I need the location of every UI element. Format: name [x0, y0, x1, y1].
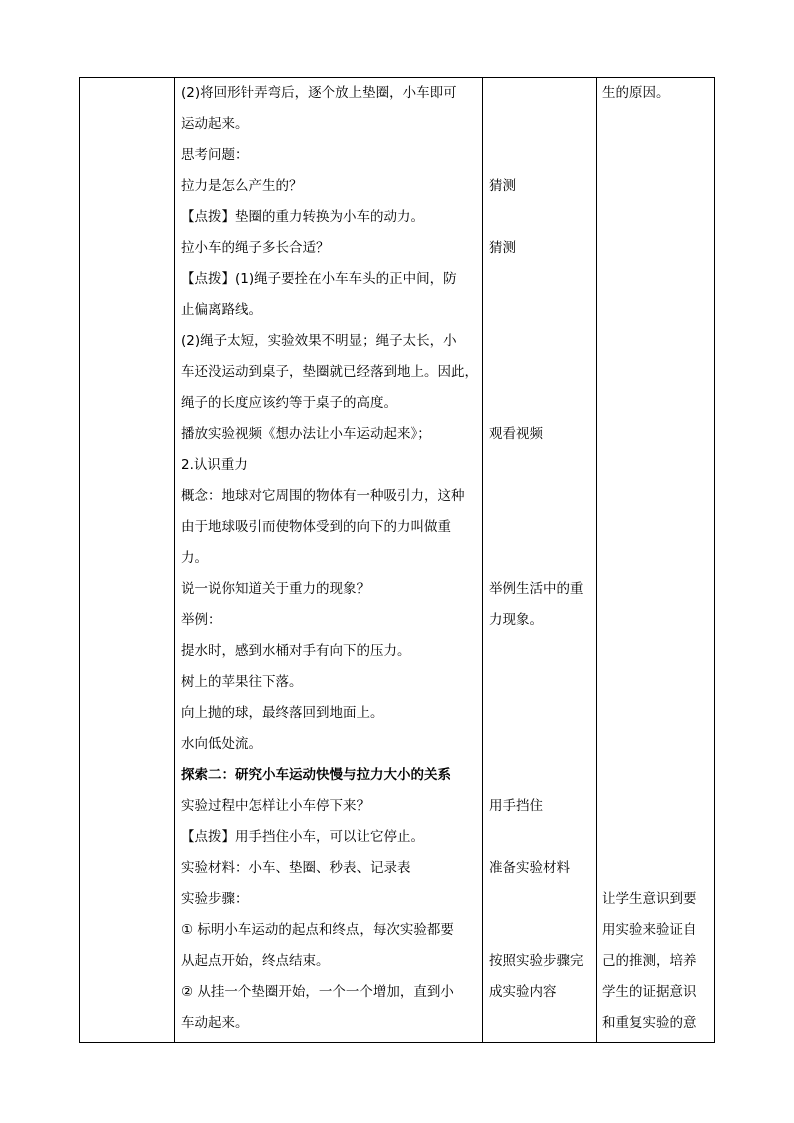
intent-aware-line-3: 己的推测，培养	[602, 953, 697, 969]
text-line: (2)将回形针弄弯后，逐个放上垫圈，小车即可	[181, 85, 457, 101]
text-line: 实验步骤：	[181, 891, 249, 907]
intent-aware-line-5: 和重复实验的意	[602, 1015, 697, 1031]
student-block-hand: 用手挡住	[489, 798, 543, 814]
section-heading: 2.认识重力	[181, 457, 248, 473]
table-right-border	[714, 77, 715, 1043]
text-line: 拉小车的绳子多长合适？	[181, 240, 330, 256]
intent-reason: 生的原因。	[602, 85, 670, 101]
text-line: 树上的苹果往下落。	[181, 674, 303, 690]
text-line: 概念：地球对它周围的物体有一种吸引力，这种	[181, 488, 465, 504]
text-line: 实验材料：小车、垫圈、秒表、记录表	[181, 860, 411, 876]
section-heading-bold: 探索二：研究小车运动快慢与拉力大小的关系	[181, 767, 451, 783]
student-guess-1: 猜测	[489, 178, 516, 194]
student-prepare-materials: 准备实验材料	[489, 860, 570, 876]
text-line: 止偏离路线。	[181, 302, 262, 318]
text-line: 提水时，感到水桶对手有向下的压力。	[181, 643, 411, 659]
text-line: 【点拨】(1)绳子要拴在小车车头的正中间，防	[181, 271, 457, 287]
text-line: 车还没运动到桌子，垫圈就已经落到地上。因此，	[181, 364, 478, 380]
design-intent-column	[602, 77, 714, 1039]
column-divider-2	[482, 77, 483, 1043]
student-example-line-1: 举例生活中的重	[489, 581, 584, 597]
table-left-border	[79, 77, 80, 1043]
intent-aware-line-1: 让学生意识到要	[602, 891, 697, 907]
text-line: 力。	[181, 550, 208, 566]
text-line: 向上抛的球，最终落回到地面上。	[181, 705, 384, 721]
teacher-activity-column	[181, 77, 481, 1039]
student-steps-line-1: 按照实验步骤完	[489, 953, 584, 969]
column-divider-3	[596, 77, 597, 1043]
text-line: (2)绳子太短，实验效果不明显；绳子太长，小	[181, 333, 457, 349]
text-line: 播放实验视频《想办法让小车运动起来》；	[181, 426, 431, 442]
student-example-line-2: 力现象。	[489, 612, 543, 628]
student-activity-column	[489, 77, 595, 1008]
text-line: 从起点开始，终点结束。	[181, 953, 330, 969]
student-guess-2: 猜测	[489, 240, 516, 256]
student-steps-line-2: 成实验内容	[489, 984, 557, 1000]
student-watch-video: 观看视频	[489, 426, 543, 442]
text-line: 说一说你知道关于重力的现象？	[181, 581, 370, 597]
text-line: 水向低处流。	[181, 736, 262, 752]
text-line: 思考问题：	[181, 147, 249, 163]
text-line: 举例：	[181, 612, 222, 628]
text-line: ① 标明小车运动的起点和终点，每次实验都要	[181, 922, 454, 938]
text-line: 绳子的长度应该约等于桌子的高度。	[181, 395, 397, 411]
intent-aware-line-4: 学生的证据意识	[602, 984, 697, 1000]
text-line: 实验过程中怎样让小车停下来？	[181, 798, 370, 814]
text-line: 【点拨】垫圈的重力转换为小车的动力。	[181, 209, 424, 225]
text-line: 运动起来。	[181, 116, 249, 132]
text-line: ② 从挂一个垫圈开始，一个一个增加，直到小	[181, 984, 454, 1000]
text-line: 【点拨】用手挡住小车，可以让它停止。	[181, 829, 424, 845]
text-line: 拉力是怎么产生的？	[181, 178, 303, 194]
text-line: 车动起来。	[181, 1015, 249, 1031]
text-line: 由于地球吸引而使物体受到的向下的力叫做重	[181, 519, 451, 535]
intent-aware-line-2: 用实验来验证自	[602, 922, 697, 938]
column-divider-1	[174, 77, 175, 1043]
